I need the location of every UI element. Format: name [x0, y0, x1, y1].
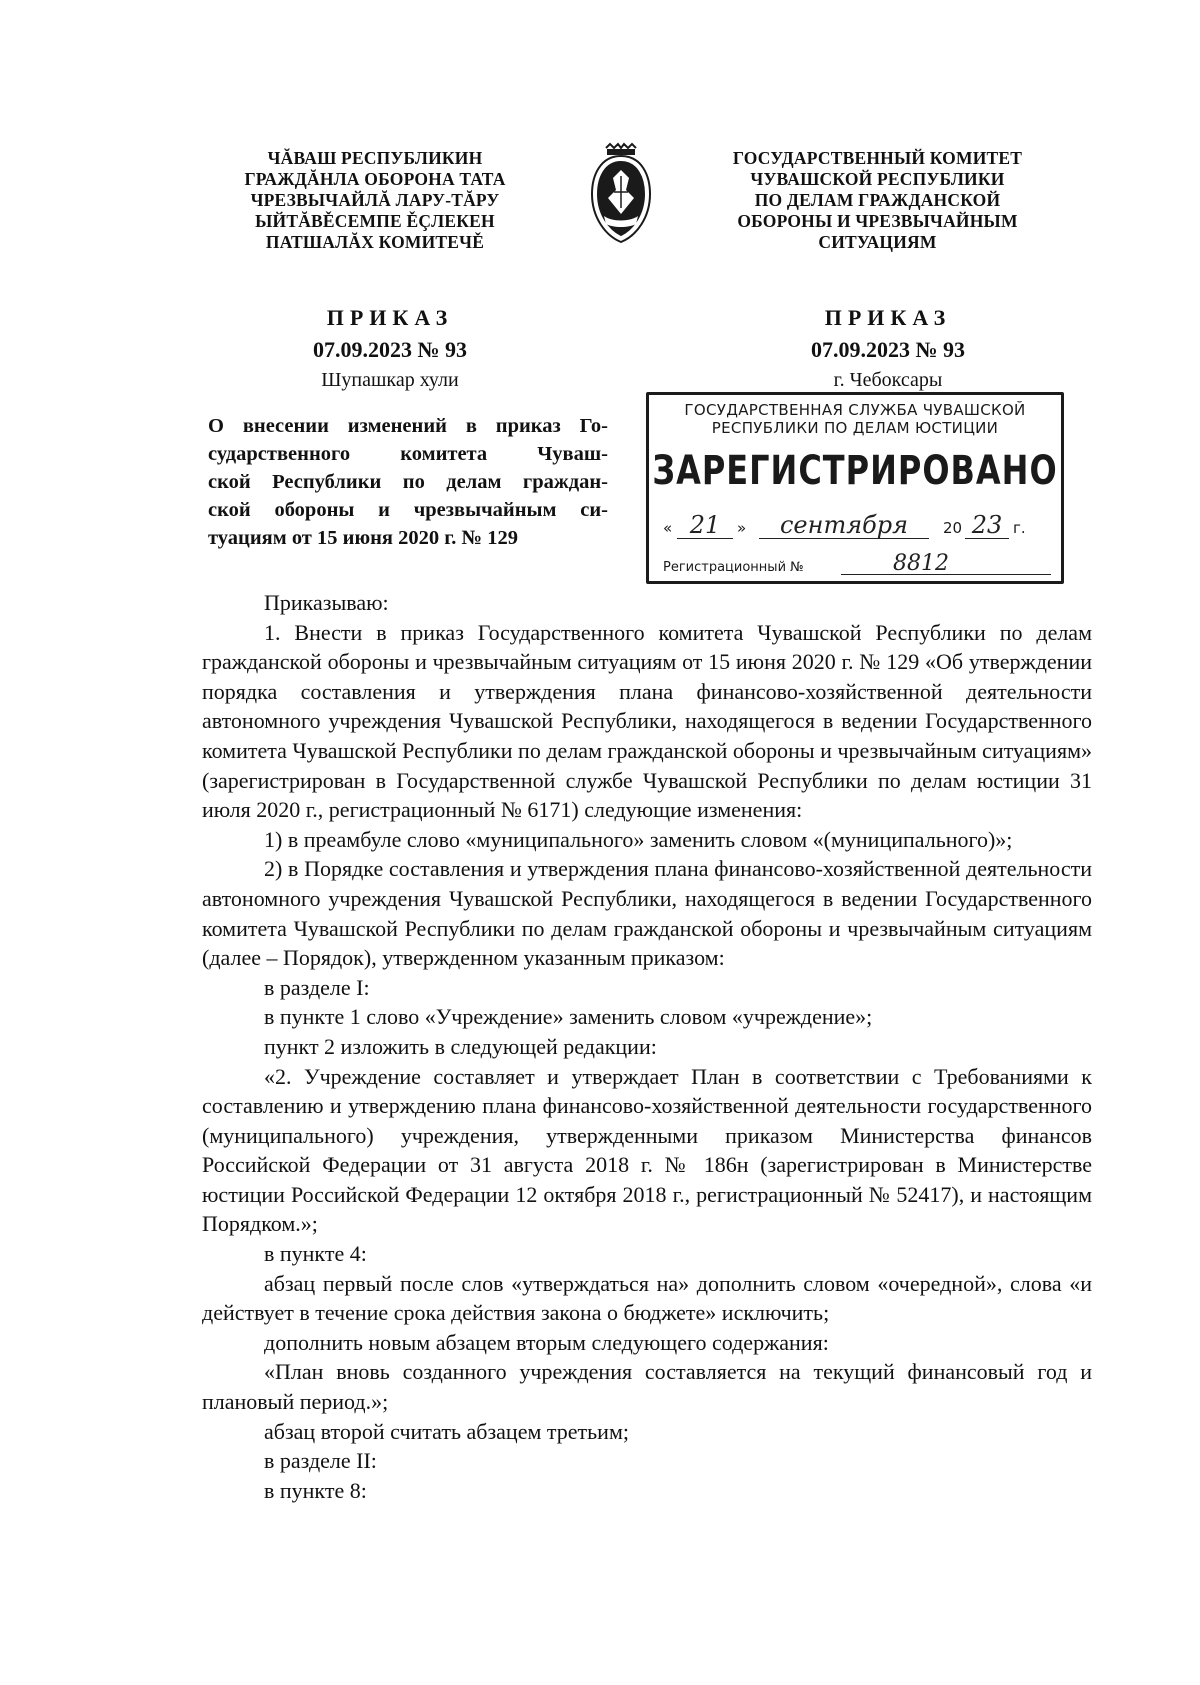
order-body: [202, 588, 1092, 1505]
stamp-header-line: РЕСПУБЛИКИ ПО ДЕЛАМ ЮСТИЦИИ: [711, 419, 999, 437]
chuvash-republic-emblem-icon: [586, 142, 656, 248]
body-paragraph: в пункте 4:: [264, 1241, 367, 1267]
order-number: 07.09.2023 № 93: [312, 337, 468, 362]
body-paragraph: 2) в Порядке составления и утверждения плана финансово-хозяйственной деятельности автономного учреждения Чувашской Республики, находящегося в ведении Государственного комитета Чувашской Республики по делам гражданской обороны и чрезвычайным ситуациям (далее – Порядок), утвержденном указанным приказом:: [202, 856, 1092, 971]
header-line: ОБОРОНЫ И ЧРЕЗВЫЧАЙНЫМ: [737, 211, 1018, 231]
subject-line: туациям от 15 июня 2020 г. № 129: [208, 527, 518, 549]
registration-stamp: [646, 392, 1064, 584]
stamp-header: [649, 401, 1061, 437]
body-paragraph: в разделе I:: [264, 974, 370, 1000]
header-line: ГОСУДАРСТВЕННЫЙ КОМИТЕТ: [732, 148, 1023, 168]
body-paragraph: абзац первый после слов «утверждаться на» дополнить словом «очередной», слова «и действует в течение срока действия закона о бюджете» исключить;: [202, 1270, 1092, 1326]
stamp-quote-open: «: [663, 519, 673, 537]
stamp-year-suffix: 23: [965, 512, 1009, 539]
stamp-year-prefix: 20: [943, 519, 963, 537]
body-paragraph: Приказываю:: [264, 590, 389, 615]
order-heading-russian: [738, 302, 1038, 394]
body-paragraph: 1. Внести в приказ Государственного комитета Чувашской Республики по делам гражданской обороны и чрезвычайным ситуациям от 15 июня 2020 г. № 129 «Об утверждении порядка составления и утверждения плана финансово-хозяйственной деятельности автономного учреждения Чувашской Республики, находящегося в ведении Государственного комитета Чувашской Республики по делам гражданской обороны и чрезвычайным ситуациям» (зарегистрирован в Государственной службе Чувашской Республики по делам юстиции 31 июля 2020 г., регистрационный № 6171) следующие изменения:: [202, 619, 1092, 823]
header-chuvash-language: [210, 148, 540, 253]
stamp-date-row: [663, 511, 1051, 539]
body-paragraph: в разделе II:: [264, 1448, 377, 1474]
body-paragraph: абзац второй считать абзацем третьим;: [264, 1418, 629, 1444]
header-line: СИТУАЦИЯМ: [818, 232, 937, 252]
header-line: ПО ДЕЛАМ ГРАЖДАНСКОЙ: [754, 190, 1001, 210]
stamp-quote-close: »: [737, 519, 747, 537]
order-title: ПРИКАЗ: [326, 305, 454, 330]
order-city: г. Чебоксары: [833, 369, 943, 391]
body-paragraph: «2. Учреждение составляет и утверждает План в соответствии с Требованиями к составлению и утверждению плана финансово-хозяйственной деятельности государственного (муниципального) учреждения, утвержденными приказом Министерства финансов Российской Федерации от 31 августа 2018 г. № 186н (зарегистрирован в Министерстве юстиции Российской Федерации 12 октября 2018 г., регистрационный № 52417), и настоящим Порядком.»;: [202, 1063, 1092, 1237]
header-line: ЧУВАШСКОЙ РЕСПУБЛИКИ: [750, 169, 1005, 189]
subject-line: сударственного комитета Чуваш-: [208, 443, 608, 465]
header-line: ЫЙТĂВĚСЕМПЕ ĚÇЛЕКЕН: [255, 211, 495, 231]
header-line: ЧĂВАШ РЕСПУБЛИКИН: [267, 148, 483, 168]
body-paragraph: дополнить новым абзацем вторым следующего содержания:: [264, 1329, 829, 1355]
order-city: Шупашкар хули: [321, 369, 459, 391]
body-paragraph: 1) в преамбуле слово «муниципального» заменить словом «(муниципального)»;: [264, 826, 1013, 852]
stamp-month: сентября: [759, 512, 929, 539]
stamp-reg-number: 8812: [893, 551, 949, 576]
subject-line: ской Республики по делам граждан-: [208, 471, 608, 493]
stamp-reg-label: Регистрационный №: [663, 560, 804, 575]
header-russian-language: [705, 148, 1050, 253]
subject-line: О внесении изменений в приказ Го-: [208, 415, 608, 437]
body-paragraph: в пункте 8:: [264, 1477, 367, 1503]
order-subject: [208, 412, 608, 552]
header-line: ГРАЖДĂНЛА ОБОРОНА ТАТА: [244, 169, 506, 189]
order-number: 07.09.2023 № 93: [810, 337, 966, 362]
body-paragraph: пункт 2 изложить в следующей редакции:: [264, 1033, 657, 1059]
order-title: ПРИКАЗ: [824, 305, 952, 330]
header-line: ЧРЕЗВЫЧАЙЛĂ ЛАРУ-ТĂРУ: [250, 190, 500, 210]
stamp-year-unit: г.: [1013, 519, 1026, 537]
stamp-status: ЗАРЕГИСТРИРОВАНО: [652, 446, 1058, 494]
body-paragraph: «План вновь созданного учреждения составляется на текущий финансовый год и плановый период.»;: [202, 1359, 1092, 1415]
header-line: ПАТШАЛĂХ КОМИТЕЧĚ: [265, 232, 485, 252]
stamp-day: 21: [677, 512, 733, 539]
stamp-registration-row: [663, 553, 1051, 575]
subject-line: ской обороны и чрезвычайным си-: [208, 499, 608, 521]
order-heading-chuvash: [255, 302, 525, 394]
body-paragraph: в пункте 1 слово «Учреждение» заменить словом «учреждение»;: [264, 1004, 873, 1030]
stamp-header-line: ГОСУДАРСТВЕННАЯ СЛУЖБА ЧУВАШСКОЙ: [684, 401, 1026, 419]
